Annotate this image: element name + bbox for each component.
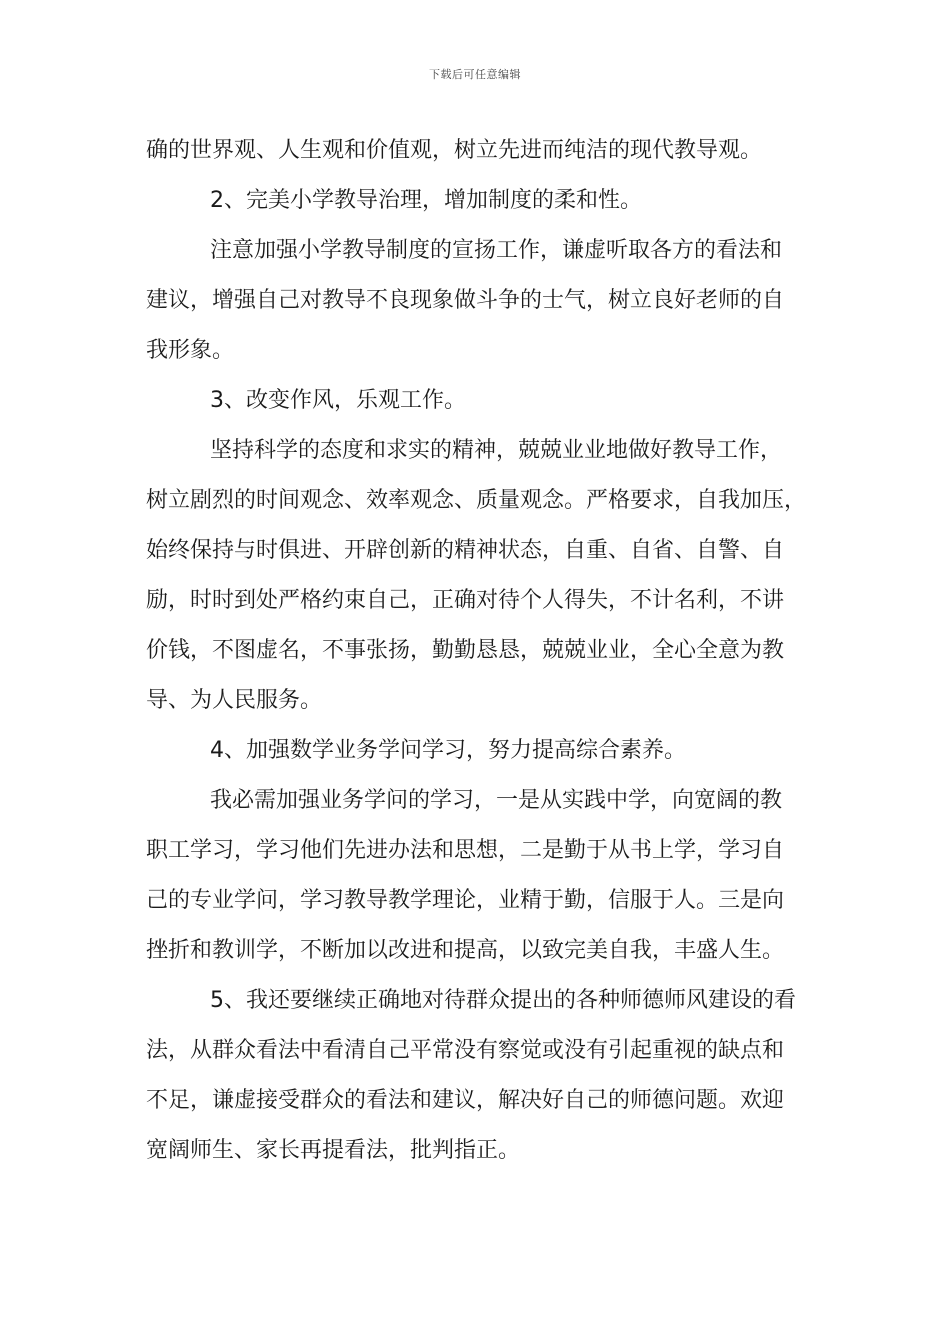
body-line: 建议，增强自己对教导不良现象做斗争的士气，树立良好老师的自: [146, 288, 785, 313]
body-line: 确的世界观、人生观和价值观，树立先进而纯洁的现代教导观。: [146, 138, 763, 163]
section-heading: 4、加强数学业务学问学习，努力提高综合素养。: [210, 738, 686, 763]
body-line: 始终保持与时俱进、开辟创新的精神状态，自重、自省、自警、自: [146, 538, 785, 563]
body-line: 我必需加强业务学问的学习，一是从实践中学，向宽阔的教: [210, 788, 783, 813]
section-heading: 2、完美小学教导治理，增加制度的柔和性。: [210, 188, 642, 213]
body-line: 不足，谦虚接受群众的看法和建议，解决好自己的师德问题。欢迎: [146, 1088, 785, 1113]
body-line: 价钱，不图虚名，不事张扬，勤勤恳恳，兢兢业业，全心全意为教: [146, 638, 785, 663]
body-line: 导、为人民服务。: [146, 688, 323, 713]
section-heading: 5、我还要继续正确地对待群众提出的各种师德师风建设的看: [210, 988, 796, 1013]
body-line: 职工学习，学习他们先进办法和思想，二是勤于从书上学，学习自: [146, 838, 785, 863]
body-line: 挫折和教训学，不断加以改进和提高，以致完美自我，丰盛人生。: [146, 938, 785, 963]
section-heading: 3、改变作风，乐观工作。: [210, 388, 466, 413]
body-line: 坚持科学的态度和求实的精神，兢兢业业地做好教导工作，: [210, 438, 783, 463]
body-line: 树立剧烈的时间观念、效率观念、质量观念。严格要求，自我加压，: [146, 488, 807, 513]
body-line: 我形象。: [146, 338, 235, 363]
body-line: 己的专业学问，学习教导教学理论，业精于勤，信服于人。三是向: [146, 888, 785, 913]
body-line: 注意加强小学教导制度的宣扬工作，谦虚听取各方的看法和: [210, 238, 783, 263]
body-line: 励，时时到处严格约束自己，正确对待个人得失，不计名利，不讲: [146, 588, 785, 613]
body-line: 宽阔师生、家长再提看法，批判指正。: [146, 1138, 521, 1163]
body-line: 法，从群众看法中看清自己平常没有察觉或没有引起重视的缺点和: [146, 1038, 785, 1063]
page-header: 下载后可任意编辑: [429, 68, 521, 81]
